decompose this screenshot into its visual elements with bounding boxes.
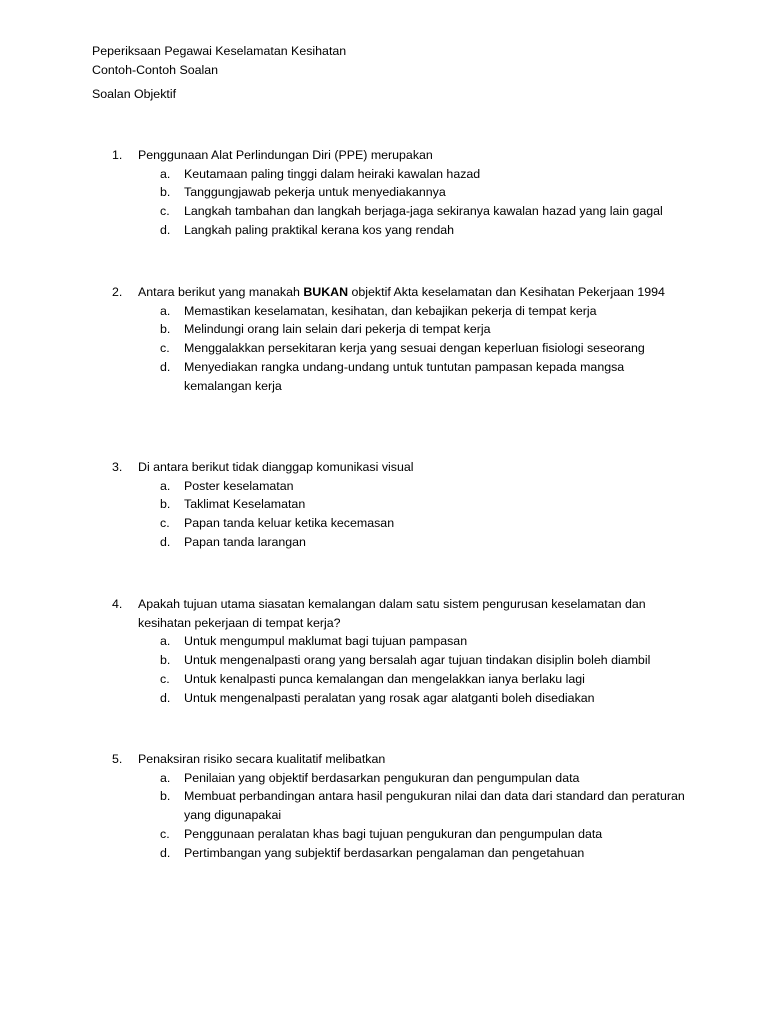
option-letter: c.	[160, 826, 170, 841]
question-text: Penaksiran risiko secara kualitatif melibatkan	[138, 752, 386, 766]
option-d	[92, 533, 692, 552]
option-text: Untuk mengenalpasti orang yang bersalah agar tujuan tindakan disiplin boleh diambil	[184, 653, 651, 668]
option-text: Menyediakan rangka undang-undang untuk tuntutan pampasan kepada mangsa kemalangan kerja	[184, 359, 625, 393]
option-text: Untuk kenalpasti punca kemalangan dan mengelakkan ianya berlaku lagi	[184, 671, 585, 686]
option-text: Taklimat Keselamatan	[184, 497, 306, 512]
header-title: Peperiksaan Pegawai Keselamatan Kesihatan	[92, 44, 347, 58]
option-a	[92, 632, 692, 651]
option-letter: c.	[160, 671, 170, 686]
option-d	[92, 358, 692, 395]
option-list	[92, 477, 692, 552]
question-text: Penggunaan Alat Perlindungan Diri (PPE) merupakan	[138, 148, 433, 162]
option-letter: b.	[160, 322, 171, 337]
option-c	[92, 670, 692, 689]
option-text: Langkah paling praktikal kerana kos yang rendah	[184, 222, 455, 237]
section-title: Soalan Objektif	[92, 87, 177, 101]
option-letter: d.	[160, 690, 171, 705]
option-c	[92, 825, 692, 844]
option-a	[92, 769, 692, 788]
option-letter: b.	[160, 497, 171, 512]
question-text: Di antara berikut tidak dianggap komunikasi visual	[138, 460, 414, 474]
option-letter: a.	[160, 770, 171, 785]
option-b	[92, 651, 692, 670]
question-number: 4.	[112, 597, 123, 611]
option-text: Melindungi orang lain selain dari pekerja di tempat kerja	[184, 322, 491, 337]
question-number: 1.	[112, 148, 123, 162]
option-text: Penggunaan peralatan khas bagi tujuan pengukuran dan pengumpulan data	[184, 826, 603, 841]
option-a	[92, 165, 692, 184]
option-letter: a.	[160, 166, 171, 181]
question-text: Apakah tujuan utama siasatan kemalangan dalam satu sistem pengurusan keselamatan dan kesihatan pekerjaan di tempat kerja?	[138, 597, 646, 630]
option-text: Tanggungjawab pekerja untuk menyediakannya	[184, 185, 446, 200]
header-subtitle: Contoh-Contoh Soalan	[92, 62, 219, 77]
option-letter: d.	[160, 845, 171, 860]
option-text: Papan tanda larangan	[184, 534, 306, 549]
option-letter: d.	[160, 222, 171, 237]
option-letter: b.	[160, 653, 171, 668]
question-text	[138, 283, 692, 302]
option-letter: b.	[160, 185, 171, 200]
question-stem	[92, 458, 692, 477]
question-5	[92, 750, 692, 862]
question-3	[92, 458, 692, 552]
option-list	[92, 165, 692, 240]
option-text: Penilaian yang objektif berdasarkan pengukuran dan pengumpulan data	[184, 770, 580, 785]
option-text: Keutamaan paling tinggi dalam heiraki kawalan hazad	[184, 166, 481, 181]
option-letter: a.	[160, 303, 171, 318]
option-letter: c.	[160, 516, 170, 531]
option-list	[92, 302, 692, 396]
document-header	[92, 42, 346, 79]
option-text: Pertimbangan yang subjektif berdasarkan pengalaman dan pengetahuan	[184, 845, 585, 860]
option-d	[92, 221, 692, 240]
option-letter: c.	[160, 204, 170, 219]
option-c	[92, 202, 692, 221]
question-text-part: objektif Akta keselamatan dan Kesihatan Pekerjaan 1994	[348, 285, 665, 299]
option-letter: a.	[160, 634, 171, 649]
option-letter: d.	[160, 359, 171, 374]
option-text: Poster keselamatan	[184, 478, 294, 493]
option-d	[92, 689, 692, 708]
option-letter: b.	[160, 789, 171, 804]
question-4	[92, 595, 692, 707]
option-a	[92, 477, 692, 496]
question-stem	[92, 146, 692, 165]
option-text: Langkah tambahan dan langkah berjaga-jaga sekiranya kawalan hazad yang lain gagal	[184, 204, 663, 219]
option-b	[92, 787, 692, 824]
option-text: Menggalakkan persekitaran kerja yang sesuai dengan keperluan fisiologi seseorang	[184, 341, 645, 356]
question-1	[92, 146, 692, 240]
option-letter: c.	[160, 341, 170, 356]
option-d	[92, 844, 692, 863]
option-text: Membuat perbandingan antara hasil pengukuran nilai dan data dari standard dan peraturan yang digunapakai	[184, 789, 685, 823]
question-stem	[92, 750, 692, 769]
option-letter: d.	[160, 534, 171, 549]
question-stem	[92, 283, 692, 302]
option-c	[92, 514, 692, 533]
option-a	[92, 302, 692, 321]
option-c	[92, 339, 692, 358]
option-b	[92, 183, 692, 202]
option-letter: a.	[160, 478, 171, 493]
question-number: 2.	[112, 285, 123, 299]
emphasis-text: BUKAN	[303, 285, 349, 299]
question-text-part: Antara berikut yang manakah	[138, 285, 304, 299]
option-b	[92, 495, 692, 514]
option-text: Untuk mengenalpasti peralatan yang rosak agar alatganti boleh disediakan	[184, 690, 595, 705]
option-list	[92, 769, 692, 863]
question-number: 3.	[112, 460, 123, 474]
question-number: 5.	[112, 752, 123, 766]
option-text: Papan tanda keluar ketika kecemasan	[184, 516, 395, 531]
question-stem	[92, 595, 692, 632]
question-2	[92, 283, 692, 395]
option-b	[92, 320, 692, 339]
option-list	[92, 632, 692, 707]
option-text: Memastikan keselamatan, kesihatan, dan kebajikan pekerja di tempat kerja	[184, 303, 597, 318]
option-text: Untuk mengumpul maklumat bagi tujuan pampasan	[184, 634, 468, 649]
